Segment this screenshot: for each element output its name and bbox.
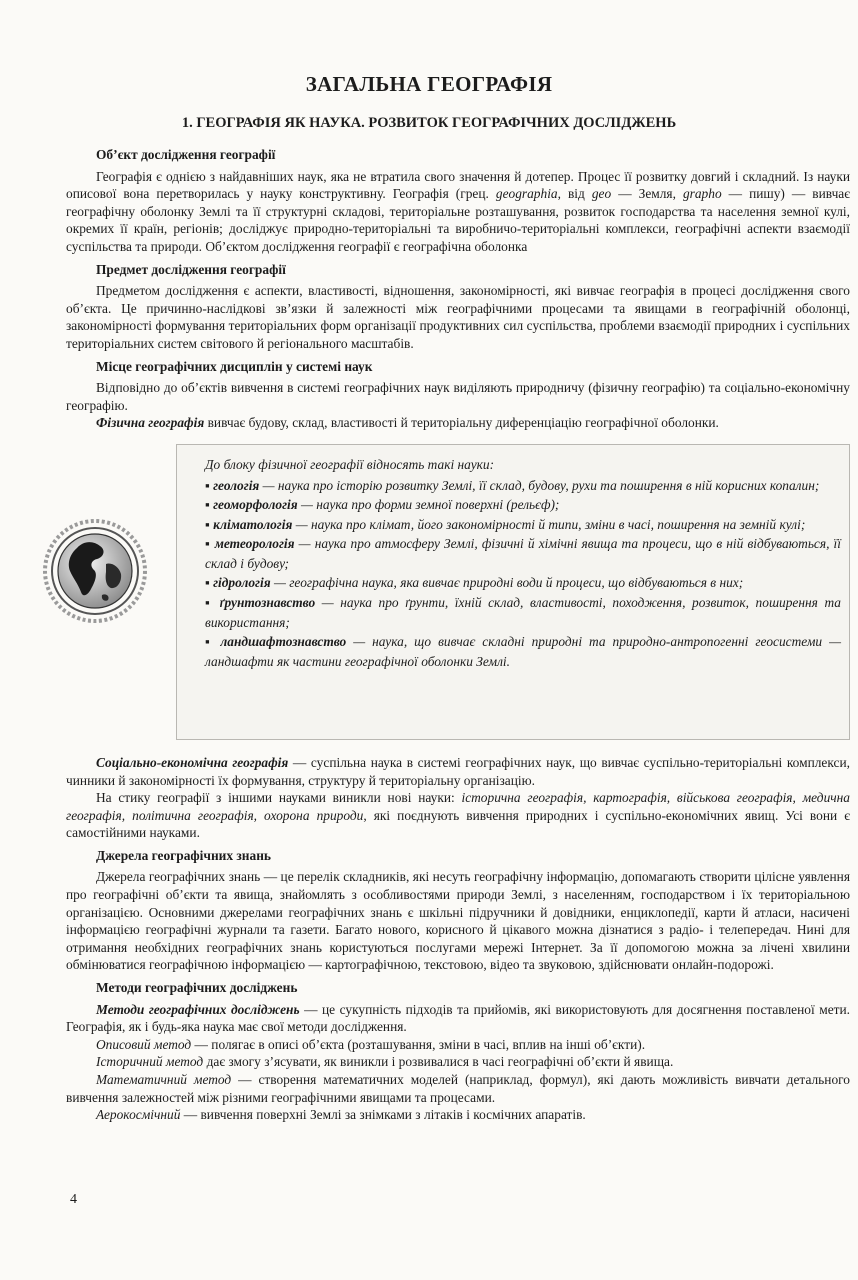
term-socio-economic-geography: Соціально-економічна географія bbox=[96, 754, 289, 770]
chapter-title: 1. ГЕОГРАФІЯ ЯК НАУКА. РОЗВИТОК ГЕОГРАФІЧНИХ ДОСЛІДЖЕНЬ bbox=[181, 115, 677, 131]
page-number: 4 bbox=[70, 1192, 77, 1207]
list-item bbox=[205, 515, 841, 535]
list-item bbox=[205, 534, 841, 573]
list-item bbox=[205, 495, 841, 515]
paragraph-mathematical-method bbox=[66, 1071, 850, 1106]
science-term: кліматологія bbox=[213, 516, 293, 532]
text: , від bbox=[557, 186, 592, 202]
science-term: метеорологія bbox=[214, 536, 295, 552]
text: дає змогу з’ясувати, як виникли і розвивалися в часі географічні об’єкти й явища. bbox=[203, 1054, 674, 1070]
page-content bbox=[66, 141, 850, 1124]
bullet-icon: ▪ bbox=[205, 516, 210, 532]
new-sciences-list: історична географія, картографія, військова географія, медична географія, політична географія, охорона природи bbox=[66, 790, 850, 823]
science-term: геоморфологія bbox=[213, 497, 298, 513]
text: вивчає будову, склад, властивості й територіальну диференціацію географічної оболонки. bbox=[204, 415, 719, 431]
section-heading-methods: Методи географічних досліджень bbox=[96, 980, 298, 996]
term-grapho: grapho bbox=[682, 186, 722, 202]
paragraph-historical-method bbox=[66, 1053, 850, 1071]
paragraph-sources: Джерела географічних знань — це перелік складників, які несуть географічну інформацію, допомагають створити цілісне уявлення про географічні об’єкти та явища, знайомлять з особливостями природи Землі, з населенням, господарством і їх територіальною організацією. Основними джерелами географічних знань є шкільні підручники й довідники, енциклопедії, карти й атласи, насичені інформацією географічні журнали та газети. Багато нового, корисного й цікавого можна дізнатися з радіо- і телепередач. Нині для отримання необхідних географічних знань користуються послугами мережі Інтернет. За її допомогою можна за лічені хвилини обмінюватися географічною інформацією — картографічною, текстовою, відео та звуковою, здійснювати онлайн-подорожі. bbox=[66, 869, 850, 973]
text: , які поєднують вивчення природних і суспільно-економічних явищ. Усі вони є самостійними науками. bbox=[66, 807, 850, 841]
bullet-icon: ▪ bbox=[205, 575, 210, 591]
science-description: — географічна наука, яка вивчає природні води й процеси, що відбуваються в них; bbox=[270, 575, 744, 591]
bullet-icon: ▪ bbox=[205, 477, 210, 493]
bullet-icon: ▪ bbox=[205, 536, 211, 552]
science-term: ґрунтознавство bbox=[219, 595, 316, 611]
paragraph-descriptive-method bbox=[66, 1036, 850, 1054]
term-methods: Методи географічних досліджень bbox=[96, 1001, 300, 1017]
main-title: ЗАГАЛЬНА ГЕОГРАФІЯ bbox=[305, 72, 553, 96]
text: — це сукупність підходів та прийомів, які використовують для досягнення поставленої мети. Географія, як і будь-яка наука має свої методи дослідження. bbox=[66, 1001, 850, 1035]
term-geographia: geographia bbox=[495, 186, 558, 202]
list-item bbox=[205, 632, 841, 671]
paragraph-socio-economic bbox=[66, 754, 850, 789]
section-heading-sources: Джерела географічних знань bbox=[96, 847, 271, 863]
text: Географія є однією з найдавніших наук, яка не втратила свого значення й дотепер. Процес її розвитку довгий і складний. Із науки описової вона перетворилась у науку конструктивну. Географія (грец. bbox=[66, 168, 850, 202]
box-intro: До блоку фізичної географії відносять такі науки: bbox=[205, 456, 495, 472]
bullet-icon: ▪ bbox=[205, 595, 213, 611]
text: — пишу) — вивчає географічну оболонку Землі та її структурні складові, територіальне розташування, розвиток господарства та населення земної кулі, окремих її країн, регіонів; досліджує природно-територіальні та виробничо-територіальні комплекси, географічні аспекти взаємодії суспільства та природи. Об’єктом дослідження географії є географічна оболонка bbox=[66, 186, 851, 254]
term-historical-method: Історичний метод bbox=[96, 1054, 204, 1070]
science-description: — наука про форми земної поверхні (рельєф); bbox=[297, 497, 560, 513]
text: — створення математичних моделей (наприклад, формул), які дають можливість вивчати детального вивчення залежностей між різними географічними явищами та процесами. bbox=[66, 1072, 851, 1105]
paragraph-physical-geography bbox=[66, 414, 850, 432]
term-physical-geography: Фізична географія bbox=[96, 415, 205, 431]
globe-icon bbox=[40, 516, 150, 626]
text: — Земля, bbox=[611, 186, 683, 202]
list-item bbox=[205, 593, 841, 632]
list-item bbox=[205, 476, 841, 496]
paragraph-object bbox=[66, 168, 850, 256]
paragraph-aerospace-method bbox=[66, 1106, 850, 1124]
section-heading-object: Об’єкт дослідження географії bbox=[96, 147, 276, 162]
term-aerospace-method: Аерокосмічний bbox=[96, 1107, 181, 1123]
science-description: — наука про атмосферу Землі, фізичні й хімічні явища та процеси, що в ній відбуваються, її склад і будову; bbox=[205, 536, 841, 571]
list-item bbox=[205, 573, 841, 593]
physical-geography-block bbox=[66, 444, 850, 740]
science-term: ландшафтознавство bbox=[220, 634, 347, 650]
section-heading-place: Місце географічних дисциплін у системі наук bbox=[96, 358, 373, 374]
paragraph-subject: Предметом дослідження є аспекти, властивості, відношення, закономірності, які вивчає географія в процесі дослідження свого об’єкта. Це причинно-наслідкові зв’язки й залежності між географічними процесами та явищами в географічній оболонці, закономірності формування територіальних форм організації продуктивних сил суспільства, проблеми взаємодії природних і суспільних територіальних систем світового й регіонального масштабів. bbox=[66, 283, 850, 351]
science-description: — наука, що вивчає складні природні та природно-антропогенні геосистеми — ландшафти як частини географічної оболонки Землі. bbox=[205, 634, 842, 669]
paragraph-place: Відповідно до об’єктів вивчення в системі географічних наук виділяють природничу (фізичну географію) та соціально-економічну географію. bbox=[66, 380, 850, 413]
term-mathematical-method: Математичний метод bbox=[96, 1072, 232, 1087]
science-description: — наука про історію розвитку Землі, її склад, будову, рухи та поширення в ній корисних копалин; bbox=[259, 477, 820, 493]
term-geo: geo bbox=[591, 186, 612, 202]
science-description: — наука про клімат, його закономірності й типи, зміни в часі, поширення на земній кулі; bbox=[292, 516, 806, 532]
paragraph-methods bbox=[66, 1001, 850, 1036]
section-heading-subject: Предмет дослідження географії bbox=[96, 261, 286, 277]
science-term: гідрологія bbox=[213, 575, 271, 591]
text: — полягає в описі об’єкта (розташування, зміни в часі, вплив на інші об’єкти). bbox=[191, 1036, 646, 1052]
bullet-icon: ▪ bbox=[205, 634, 214, 650]
bullet-icon: ▪ bbox=[205, 497, 210, 513]
term-descriptive-method: Описовий метод bbox=[96, 1036, 192, 1052]
text: На стику географії з іншими науками виникли нові науки: bbox=[96, 790, 462, 806]
science-term: геологія bbox=[213, 477, 260, 493]
paragraph-new-sciences bbox=[66, 789, 850, 842]
text: — вивчення поверхні Землі за знімками з літаків і космічних апаратів. bbox=[180, 1107, 586, 1123]
text: — суспільна наука в системі географічних наук, що вивчає суспільно-територіальні комплекси, чинники й закономірності їх формування, структуру й територіальну організацію. bbox=[66, 754, 850, 788]
science-description: — наука про ґрунти, їхній склад, властивості, походження, розвиток, поширення та використання; bbox=[205, 595, 841, 630]
physical-geography-box bbox=[176, 444, 850, 740]
